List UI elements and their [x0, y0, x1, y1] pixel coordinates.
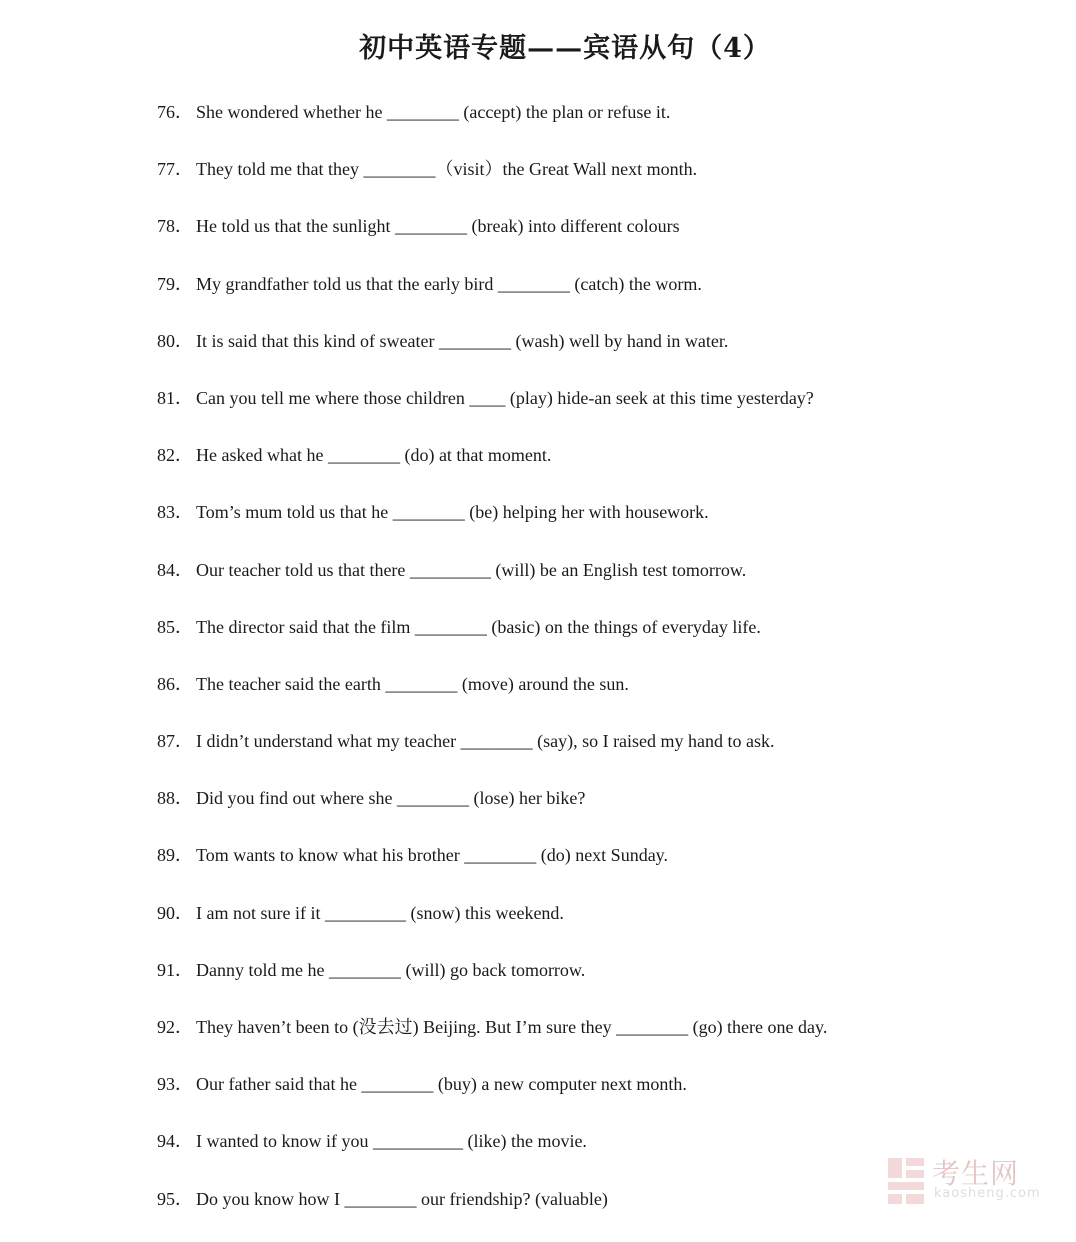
page-title: 初中英语专题——宾语从句（4） — [359, 33, 771, 64]
question-number: 90． — [157, 902, 193, 923]
question-number: 94． — [157, 1131, 193, 1152]
question-text: It is said that this kind of sweater ________ (wash) well by hand in water. — [196, 330, 729, 351]
question-number: 93． — [157, 1074, 193, 1095]
question-item — [157, 841, 1017, 898]
question-number: 78． — [157, 216, 193, 237]
question-item — [157, 1070, 1017, 1127]
question-item — [157, 1013, 1017, 1070]
question-text: I am not sure if it _________ (snow) this weekend. — [196, 902, 564, 923]
question-item — [157, 899, 1017, 956]
question-item — [157, 441, 1017, 498]
question-number: 88． — [157, 788, 193, 809]
question-text: He told us that the sunlight ________ (break) into different colours — [196, 216, 680, 237]
question-number: 84． — [157, 559, 193, 580]
question-item — [157, 327, 1017, 384]
question-number: 79． — [157, 273, 193, 294]
watermark-brand: 考生网 — [932, 1157, 1020, 1190]
question-item — [157, 270, 1017, 327]
question-item — [157, 212, 1017, 269]
question-number: 82． — [157, 445, 193, 466]
question-item — [157, 556, 1017, 613]
question-text: Do you know how I ________ our friendship? (valuable) — [196, 1188, 608, 1209]
question-item — [157, 498, 1017, 555]
kaosheng-logo-icon — [886, 1156, 926, 1206]
question-text: The teacher said the earth ________ (move) around the sun. — [196, 673, 629, 694]
question-text: Did you find out where she ________ (lose) her bike? — [196, 788, 586, 809]
watermark-domain: kaosheng.com — [934, 1186, 1041, 1201]
question-item — [157, 613, 1017, 670]
question-number: 87． — [157, 731, 193, 752]
question-text: He asked what he ________ (do) at that moment. — [196, 445, 552, 466]
question-text: I wanted to know if you __________ (like) the movie. — [196, 1131, 587, 1152]
question-number: 81． — [157, 387, 193, 408]
question-number: 83． — [157, 502, 193, 523]
question-item — [157, 98, 1017, 155]
question-number: 86． — [157, 673, 193, 694]
question-text: She wondered whether he ________ (accept) the plan or refuse it. — [196, 102, 671, 122]
question-item — [157, 956, 1017, 1013]
question-list — [157, 98, 1020, 1242]
question-text: Our father said that he ________ (buy) a new computer next month. — [196, 1074, 687, 1095]
question-number: 76． — [157, 102, 193, 122]
question-text: Tom wants to know what his brother ________ (do) next Sunday. — [196, 845, 669, 866]
question-number: 95． — [157, 1188, 193, 1209]
question-number: 85． — [157, 616, 193, 637]
question-item — [157, 727, 1017, 784]
question-number: 91． — [157, 959, 193, 980]
question-item — [157, 384, 1017, 441]
question-text: The director said that the film ________ (basic) on the things of everyday life. — [196, 616, 761, 637]
question-number: 80． — [157, 330, 193, 351]
question-text: They told me that they ________（visit）the Great Wall next month. — [196, 159, 698, 180]
question-text: I didn’t understand what my teacher ________ (say), so I raised my hand to ask. — [196, 731, 775, 752]
question-text: Our teacher told us that there _________ (will) be an English test tomorrow. — [196, 559, 747, 580]
question-number: 92． — [157, 1017, 193, 1037]
question-text: Can you tell me where those children ____ (play) hide-an seek at this time yesterday? — [196, 387, 814, 408]
question-text: Danny told me he ________ (will) go back tomorrow. — [196, 959, 586, 980]
question-text: My grandfather told us that the early bird ________ (catch) the worm. — [196, 273, 702, 294]
question-number: 89． — [157, 845, 193, 866]
question-item — [157, 155, 1017, 212]
question-text: Tom’s mum told us that he ________ (be) helping her with housework. — [196, 502, 709, 523]
question-text: They haven’t been to (没去过) Beijing. But I’m sure they ________ (go) there one day. — [196, 1017, 828, 1037]
question-item — [157, 784, 1017, 841]
watermark — [886, 1152, 1054, 1214]
question-number: 77． — [157, 159, 193, 180]
question-item — [157, 670, 1017, 727]
